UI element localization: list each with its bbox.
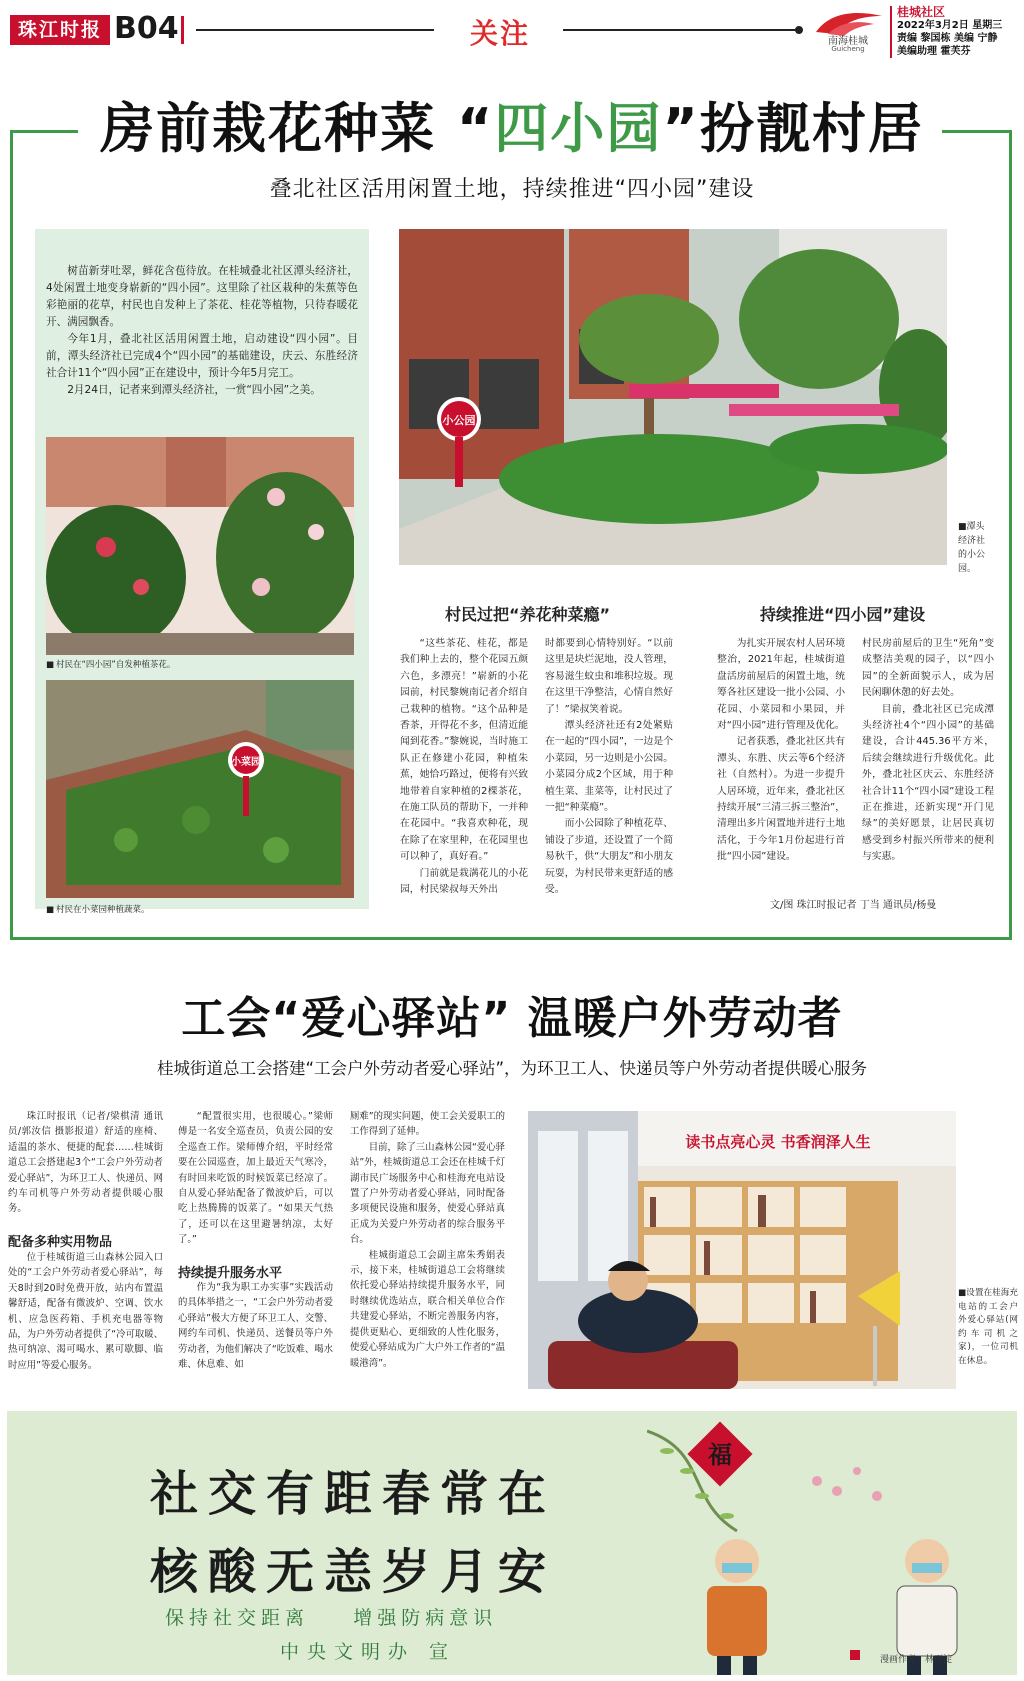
photo-sign-park: 小公园 [442,414,476,427]
issue-date: 2022年3月2日 星期三 [897,20,1003,31]
veg-garden-photo [46,680,354,898]
artist-seal-icon [850,1650,860,1660]
story2-col-2-body [178,1280,333,1390]
masthead-divider [181,16,184,44]
headline-highlight: 四小园 [494,97,663,160]
body-paragraph: 村民房前屋后的卫生“死角”变成整洁美观的园子，以“四小园”的全新面貌示人，成为居民闲聊休憩的好去处。 [862,638,994,699]
psa-issuer: 中央文明办 宣 [280,1641,457,1663]
story1-col-1 [400,636,528,896]
lead-paragraph: 今年1月，叠北社区活用闲置土地，启动建设“四小园”。目前，潭头经济社已完成4个“四小园”的基础建设，庆云、东胜经济社合计11个“四小园”正在建设中，预计今年5月完工。 [46,333,358,379]
psa-line-1: 社交有距春常在 [150,1466,557,1522]
body-paragraph: 作为“我为职工办实事”实践活动的具体举措之一，“工会户外劳动者爱心驿站”极大方便了环卫工人、交警、网约车司机、快递员、送餐员等户外劳动者，为他们解决了“吃饭难、喝水难、休息难、如 [178,1282,333,1371]
fu-character: 福 [708,1440,732,1469]
body-paragraph: “这些茶花、桂花，都是我们种上去的，整个花园五颜六色，多漂亮！”崭新的小花园前，村民黎婉南记者介绍自己栽种的植物。“这个品种是香茶，开得花不多，但清近能闻到花香。”黎婉说，当时施工队正在修建小花园，种植朱蕉，她恰巧路过，便将有兴致地带着自家种植的2棵茶花，在施工队员的帮助下，一并种在花园中。“我喜欢种花，现在除了在家里种，在花园里也可以种了，真好看。” [400,638,528,863]
photo-banner: 读书点亮心灵 书香润泽人生 [685,1133,871,1151]
headline-part-1: 房前栽花种菜 “ [100,97,495,160]
story2-subhead: 桂城街道总工会搭建“工会户外劳动者爱心驿站”，为环卫工人、快递员等户外劳动者提供暖心服务 [156,1059,868,1078]
masthead [0,0,1024,62]
story2-subtitle-1: 配备多种实用物品 [8,1235,113,1250]
caption-park-text: 潭头经济社的小公园。 [958,522,986,574]
story1-frame-top-left [10,130,78,133]
story1-lead [46,263,358,399]
story2-col-3 [350,1109,505,1389]
lead-paragraph: 2月24日，记者来到潭头经济社，一赏“四小园”之美。 [67,384,321,396]
meta-divider [890,6,892,58]
camellia-photo [46,437,354,655]
body-paragraph: 时都要到心情特别好。“以前这里是块烂泥地，没人管理，容易滋生蚊虫和堆积垃圾。现在这里干净整洁，心情自然好了！”梁叔笑着说。 [545,638,673,715]
page-number: B04 [114,11,179,46]
story1-frame-top-right [942,130,1012,133]
park-photo [399,229,947,565]
station-caption-text: 设置在桂海充电站的工会户外爱心驿站(网约车司机之家)，一位司机在休息。 [958,1288,1018,1366]
body-paragraph: 位于桂城街道三山森林公园入口处的“工会户外劳动者爱心驿站”，每天8时到20时免费开放，站内布置温馨舒适，配备有微波炉、空调、饮水机、应急医药箱、手机充电器等物品，为户外劳动者提供了“冷可取暖、热可纳凉、渴可喝水、累可歇脚、临时应用”等爱心服务。 [8,1252,163,1371]
slogan-left: 保持社交距离 [165,1607,310,1629]
body-paragraph: 目前，除了三山森林公园“爱心驿站”外，桂城街道总工会还在桂城千灯湖市民广场服务中心和桂海充电站设置了户外劳动者爱心驿站，同时配备多项便民设施和服务，使爱心驿站真正成为关爱户外劳动者的综合服务平台。 [350,1141,505,1246]
story2-col-1-body [8,1250,163,1390]
body-paragraph: 厕难”的现实问题，使工会关爱职工的工作得到了延伸。 [350,1111,505,1138]
story1-headline [84,94,940,164]
body-paragraph: 目前，叠北社区已完成潭头经济社4个“四小园”的基础建设，合计445.36平方米，后续会继续进行升级优化。此外，叠北社区庆云、东胜经济社合计11个“四小园”建设工程正在推进，还新实现“开门见绿”的美好愿景，让居民真切感受到乡村振兴所带来的便利与实惠。 [862,703,994,863]
proof-editor: 美编助理 霍芙芬 [897,46,971,57]
paper-logo: 珠江时报 [10,15,110,45]
lead-paragraph: 树苗新芽吐翠，鲜花含苞待放。在桂城叠北社区潭头经济社，4处闲置土地变身崭新的“四小园”。这里除了社区栽种的朱蕉等色彩艳丽的花草，村民也自发种上了茶花、桂花等植物，只待春暖花开、满园飘香。 [46,265,358,328]
masthead-rule-left [196,29,434,31]
subtitle-villagers: 村民过把“养花种菜瘾” [445,605,611,624]
body-paragraph: 潭头经济社还有2处紧贴在一起的“四小园”，一边是个小菜园，另一边则是小公园。小菜园分成2个区域，用于种植生菜、韭菜等，让村民过了一把“种菜瘾”。 [545,720,673,814]
story1-col-2 [545,636,673,896]
story1-subhead: 叠北社区活用闲置土地，持续推进“四小园”建设 [269,177,755,202]
body-paragraph: 桂城街道总工会副主席朱秀娟表示，接下来，桂城街道总工会将继续依托爱心驿站持续提升服务水平，同时继续优选站点，联合相关单位合作共建爱心驿站，不断完善服务内容，提供更贴心、更细致的人性化服务，使爱心驿站成为广大户外工作者的“温暖港湾”。 [350,1249,505,1369]
body-paragraph: 珠江时报讯（记者/梁棋清 通讯员/郭汝信 摄影报道）舒适的座椅、适温的茶水、便捷的配套……桂城街道总工会搭建起3个“工会户外劳动者爱心驿站”，为环卫工人、快递员、网约车司机等户外劳动者提供暖心服务。 [8,1111,163,1215]
body-paragraph: 而小公园除了种植花草、铺设了步道，还设置了一个简易秋千，供“大朋友”和小朋友玩耍，为村民带来更舒适的感受。 [545,818,673,896]
caption-veg: ■ 村民在小菜园种植蔬菜。 [46,903,150,915]
story1-col-4 [862,636,994,891]
caption-park: ■潭头经济社的小公园。 [958,522,986,574]
masthead-rule-dot [795,26,803,34]
love-station-photo [528,1111,956,1389]
story2-headline: 工会“爱心驿站” 温暖户外劳动者 [181,993,843,1044]
editors: 责编 黎国栋 美编 宁静 [897,33,998,44]
story1-col-3 [717,636,845,891]
masthead-rule-right [563,29,799,31]
headline-part-2: ”扮靓村居 [662,97,924,160]
brand-sub: Guicheng [831,45,865,53]
body-paragraph: “配置很实用，也很暖心。”梁师傅是一名安全巡查员，负责公园的安全巡查工作。梁师傅介绍，平时经常要在公园巡查，加上最近天气寒冷，有时回来吃饭的时候饭菜已经凉了。自从爱心驿站配备了微波炉后，可以吃上热腾腾的饭菜了。“如果天气热了，还可以在这里避暑纳凉，太好了。” [178,1111,333,1246]
story2-col-1-intro [8,1109,163,1229]
photo-sign-vegetable: 小菜园 [231,757,261,768]
column-name: 桂城社区 [897,5,946,19]
issue-meta [897,6,1002,58]
psa-line-2: 核酸无恙岁月安 [150,1544,557,1600]
body-paragraph: 记者获悉，叠北社区共有潭头、东胜、庆云等6个经济社（自然村）。为进一步提升人居环境，近年来，叠北社区持续开展“三清三拆三整治”，清理出多片闲置地并进行土地活化，于今年1月份起进行首批“四小园”建设。 [717,736,845,863]
psa-slogan [165,1603,497,1630]
slogan-right: 增强防病意识 [353,1607,498,1629]
story2-subtitle-2: 持续提升服务水平 [178,1266,283,1281]
psa-artist: 漫画作者：林雨淀 [880,1655,953,1665]
body-paragraph: 为扎实开展农村人居环境整治，2021年起，桂城街道盘活房前屋后的闲置土地，统筹各社区建设一批小公园、小花园、小菜园和小果园，并对“四小园”进行管理及优化。 [717,638,845,732]
caption-camellia: ■ 村民在“四小园”自发种植茶花。 [46,658,175,670]
brand-name: 南海桂城 [828,36,868,47]
story2-col-2 [178,1109,333,1259]
body-paragraph: 门前就是栽满花儿的小花园，村民梁叔每天外出 [400,867,528,896]
story1-byline: 文/图 珠江时报记者 丁当 通讯员/杨曼 [770,900,937,911]
subtitle-promotion: 持续推进“四小园”建设 [760,605,926,624]
section-name: 关注 [469,17,530,50]
station-photo-caption: ■设置在桂海充电站的工会户外爱心驿站(网约车司机之家)，一位司机在休息。 [958,1288,1018,1366]
